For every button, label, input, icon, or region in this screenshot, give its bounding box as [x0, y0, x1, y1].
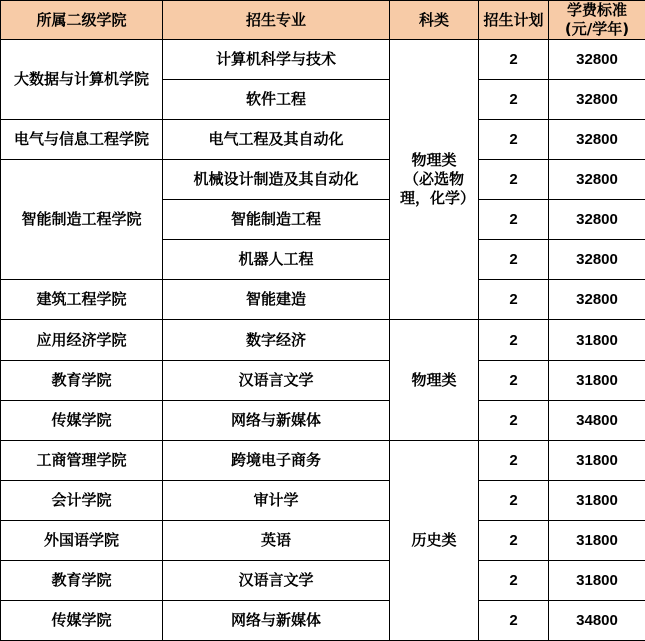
fee-cell: 32800	[549, 80, 645, 120]
plan-cell: 2	[479, 240, 549, 280]
college-cell: 教育学院	[1, 560, 163, 600]
plan-cell: 2	[479, 40, 549, 80]
major-cell: 智能建造	[163, 280, 390, 320]
header-college: 所属二级学院	[1, 1, 163, 40]
table-row	[1, 400, 645, 440]
college-cell: 应用经济学院	[1, 320, 163, 360]
major-cell: 计算机科学与技术	[163, 40, 390, 80]
category-cell: 历史类	[390, 440, 479, 640]
fee-cell: 34800	[549, 400, 645, 440]
fee-cell: 31800	[549, 440, 645, 480]
header-plan: 招生计划	[479, 1, 549, 40]
fee-cell: 31800	[549, 520, 645, 560]
category-cell: 物理类（必选物理，化学）	[390, 40, 479, 320]
major-cell: 数字经济	[163, 320, 390, 360]
college-cell: 大数据与计算机学院	[1, 40, 163, 120]
college-cell: 外国语学院	[1, 520, 163, 560]
plan-cell: 2	[479, 440, 549, 480]
header-row	[1, 1, 645, 40]
header-fee-line2: (元/学年)	[564, 20, 630, 39]
college-cell: 会计学院	[1, 480, 163, 520]
college-cell: 工商管理学院	[1, 440, 163, 480]
college-cell: 电气与信息工程学院	[1, 120, 163, 160]
major-cell: 网络与新媒体	[163, 400, 390, 440]
plan-cell: 2	[479, 600, 549, 640]
fee-cell: 32800	[549, 160, 645, 200]
college-cell: 传媒学院	[1, 600, 163, 640]
major-cell: 智能制造工程	[163, 200, 390, 240]
plan-cell: 2	[479, 80, 549, 120]
category-cell: 物理类	[390, 320, 479, 440]
major-cell: 机器人工程	[163, 240, 390, 280]
major-cell: 汉语言文学	[163, 560, 390, 600]
major-cell: 机械设计制造及其自动化	[163, 160, 390, 200]
plan-cell: 2	[479, 560, 549, 600]
table-row	[1, 520, 645, 560]
table-row	[1, 440, 645, 480]
plan-cell: 2	[479, 120, 549, 160]
college-cell: 教育学院	[1, 360, 163, 400]
fee-cell: 31800	[549, 560, 645, 600]
plan-cell: 2	[479, 400, 549, 440]
major-cell: 网络与新媒体	[163, 600, 390, 640]
major-cell: 软件工程	[163, 80, 390, 120]
table-row	[1, 480, 645, 520]
header-fee-line1: 学费标准	[566, 1, 627, 20]
college-cell: 传媒学院	[1, 400, 163, 440]
major-cell: 审计学	[163, 480, 390, 520]
table-row	[1, 160, 645, 200]
college-cell: 智能制造工程学院	[1, 160, 163, 280]
table-row	[1, 120, 645, 160]
fee-cell: 32800	[549, 120, 645, 160]
table-row	[1, 320, 645, 360]
major-cell: 电气工程及其自动化	[163, 120, 390, 160]
major-cell: 跨境电子商务	[163, 440, 390, 480]
table-row	[1, 40, 645, 80]
plan-cell: 2	[479, 320, 549, 360]
college-cell: 建筑工程学院	[1, 280, 163, 320]
table-row	[1, 280, 645, 320]
plan-cell: 2	[479, 200, 549, 240]
fee-cell: 31800	[549, 480, 645, 520]
plan-cell: 2	[479, 520, 549, 560]
fee-cell: 34800	[549, 600, 645, 640]
table-row	[1, 360, 645, 400]
major-cell: 英语	[163, 520, 390, 560]
table-row	[1, 600, 645, 640]
table-row	[1, 560, 645, 600]
fee-cell: 32800	[549, 240, 645, 280]
fee-cell: 31800	[549, 360, 645, 400]
fee-cell: 32800	[549, 40, 645, 80]
major-cell: 汉语言文学	[163, 360, 390, 400]
plan-cell: 2	[479, 160, 549, 200]
header-fee	[549, 1, 645, 40]
plan-cell: 2	[479, 480, 549, 520]
fee-cell: 32800	[549, 280, 645, 320]
fee-cell: 32800	[549, 200, 645, 240]
plan-cell: 2	[479, 360, 549, 400]
fee-cell: 31800	[549, 320, 645, 360]
header-category: 科类	[390, 1, 479, 40]
header-major: 招生专业	[163, 1, 390, 40]
plan-cell: 2	[479, 280, 549, 320]
